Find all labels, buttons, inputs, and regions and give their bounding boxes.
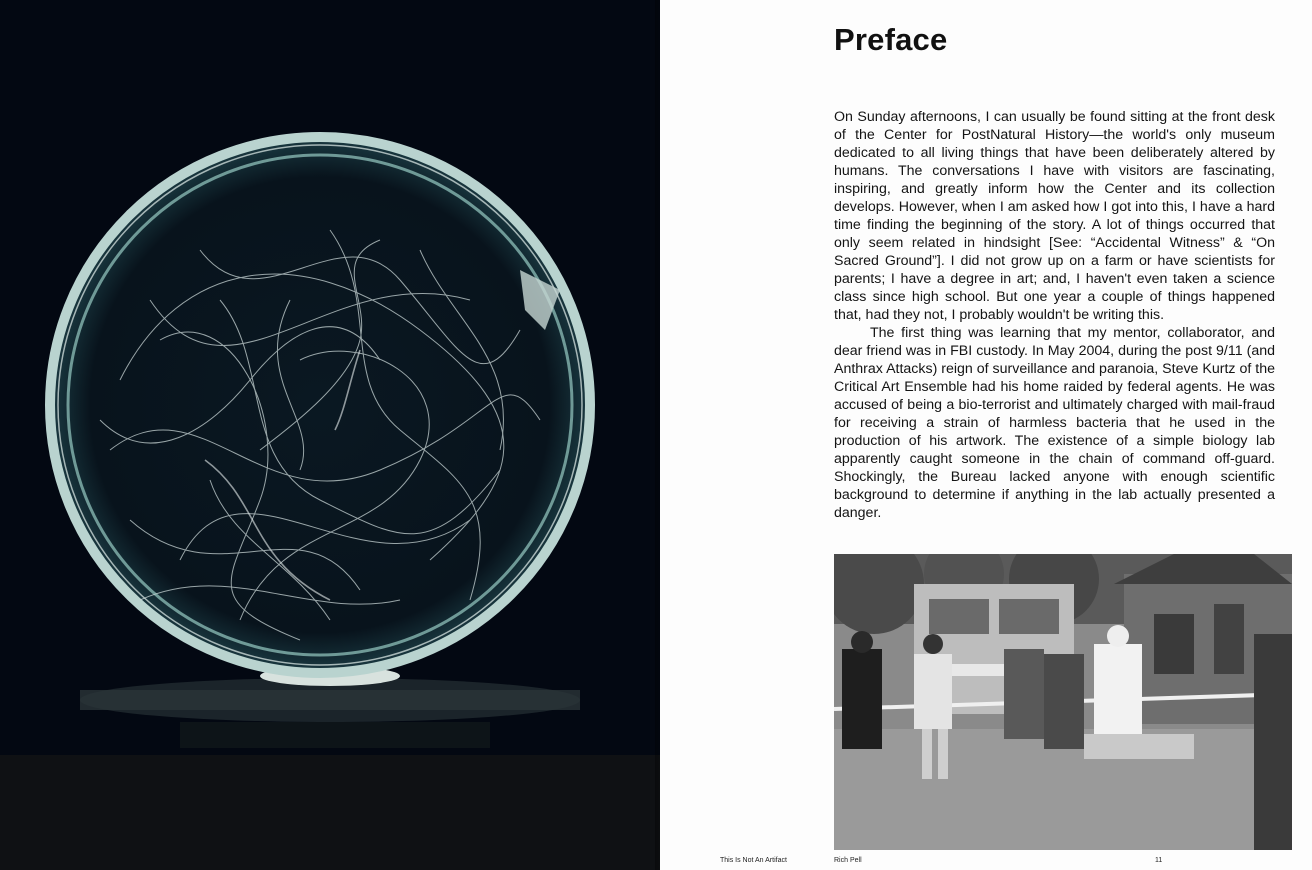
chapter-heading: Preface bbox=[834, 22, 948, 57]
footer-book-title: This Is Not An Artifact bbox=[720, 857, 787, 864]
right-page bbox=[660, 0, 1312, 870]
paragraph: On Sunday afternoons, I can usually be found sitting at the front desk of the Center for PostNatural History—the world's only museum dedicated to all living things that have been deliberately altered by humans. The conversations I have with visitors are fascinating, inspiring, and greatly inform how the Center and its collection develops. However, when I am asked how I got into this, I have a hard time finding the beginning of the story. A lot of things occurred that only seem related in hindsight [See: “Accidental Witness” & “On Sacred Ground”]. I did not grow up on a farm or have scientists for parents; I have a degree in art; and, I haven't even taken a science class since high school. But one year a couple of things happened that, had they not, I probably wouldn't be writing this. bbox=[834, 109, 1275, 323]
petri-dish bbox=[50, 137, 590, 673]
dish-stand-rim bbox=[80, 690, 580, 710]
paragraph: The first thing was learning that my mentor, collaborator, and dear friend was in FBI custody. In May 2004, during the post 9/11 (and Anthrax Attacks) reign of surveillance and paranoia, Steve Kurtz of the Critical Art Ensemble had his home raided by federal agents. He was accused of being a bio-terrorist and ultimately charged with mail-fraud for receiving a strain of harmless bacteria that he used in the production of his artwork. The existence of a simple biology lab apparently caught someone in the chain of command off-guard. Shockingly, the Bureau lacked anyone with enough scientific background to determine if anything in the lab actually presented a danger. bbox=[834, 325, 1275, 521]
page-number: 11 bbox=[1155, 857, 1163, 864]
footer-author: Rich Pell bbox=[834, 857, 862, 864]
raid-scene-photo bbox=[834, 554, 1292, 850]
body-text bbox=[834, 108, 1275, 522]
